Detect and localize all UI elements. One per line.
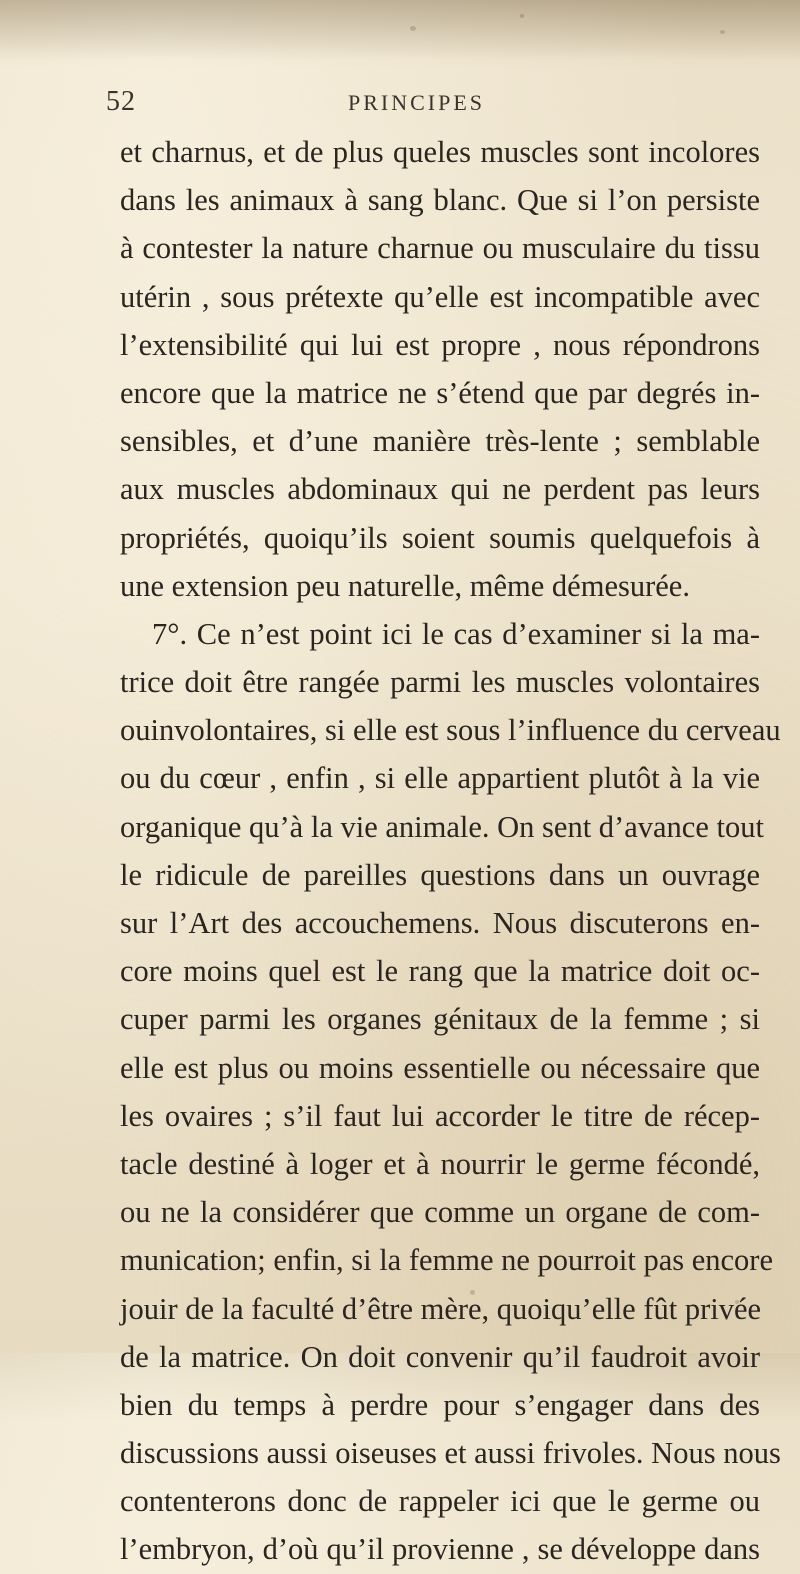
paper-speck [470, 1290, 475, 1295]
text-line: sur l’Art des accouchemens. Nous discuterons en- [120, 906, 760, 940]
page-number: 52 [106, 86, 136, 117]
paper-speck [720, 30, 725, 34]
text-line: ou ne la considérer que comme un organe de com- [120, 1195, 760, 1230]
text-line: core moins quel est le rang que la matrice doit oc- [120, 954, 760, 989]
running-head [106, 86, 666, 126]
text-line: encore que la matrice ne s’étend que par degrés in- [120, 375, 760, 410]
text-line: munication; enfin, si la femme ne pourroit pas encore [120, 1243, 773, 1278]
body-text [120, 128, 781, 1574]
text-line: l’extensibilité qui lui est propre , nous répondrons [120, 327, 760, 362]
text-line: organique qu’à la vie animale. On sent d’avance tout [120, 809, 764, 844]
text-line: propriétés, quoiqu’ils soient soumis quelquefois à [120, 520, 760, 555]
text-line: l’embryon, d’où qu’il provienne , se développe dans [120, 1532, 760, 1567]
text-line: aux muscles abdominaux qui ne perdent pas leurs [120, 472, 760, 507]
text-line: à contester la nature charnue ou musculaire du tissu [120, 231, 760, 266]
text-line: et charnus, et de plus queles muscles sont incolores [120, 135, 760, 169]
text-line: trice doit être rangée parmi les muscles volontaires [120, 665, 760, 700]
text-line: sensibles, et d’une manière très-lente ; semblable [120, 424, 760, 459]
text-line: 7°. Ce n’est point ici le cas d’examiner si la ma- [152, 616, 760, 651]
text-line: tacle destiné à loger et à nourrir le germe fécondé, [120, 1146, 760, 1181]
text-line: dans les animaux à sang blanc. Que si l’on persiste [120, 183, 760, 218]
text-line: les ovaires ; s’il faut lui accorder le titre de récep- [120, 1098, 760, 1133]
text-line: de la matrice. On doit convenir qu’il faudroit avoir [120, 1339, 760, 1374]
paper-speck [735, 1300, 739, 1304]
paper-speck [520, 14, 524, 18]
text-line: ou du cœur , enfin , si elle appartient plutôt à la vie [120, 761, 760, 796]
text-line: elle est plus ou moins essentielle ou nécessaire que [120, 1050, 760, 1085]
text-line: cuper parmi les organes génitaux de la femme ; si [120, 1002, 760, 1037]
text-line: ouinvolontaires, si elle est sous l’influence du cerveau [120, 713, 781, 748]
text-line: bien du temps à perdre pour s’engager dans des [120, 1387, 760, 1422]
text-line: une extension peu naturelle, même démesurée. [120, 568, 690, 603]
text-line: jouir de la faculté d’être mère, quoiqu’elle fût privée [120, 1291, 762, 1326]
text-line: utérin , sous prétexte qu’elle est incompatible avec [120, 279, 760, 314]
running-title: PRINCIPES [348, 90, 486, 115]
text-line: discussions aussi oiseuses et aussi frivoles. Nous nous [120, 1436, 781, 1471]
text-line: le ridicule de pareilles questions dans un ouvrage [120, 857, 760, 892]
text-line: contenterons donc de rappeler ici que le germe ou [120, 1484, 760, 1519]
paper-speck [410, 26, 416, 31]
